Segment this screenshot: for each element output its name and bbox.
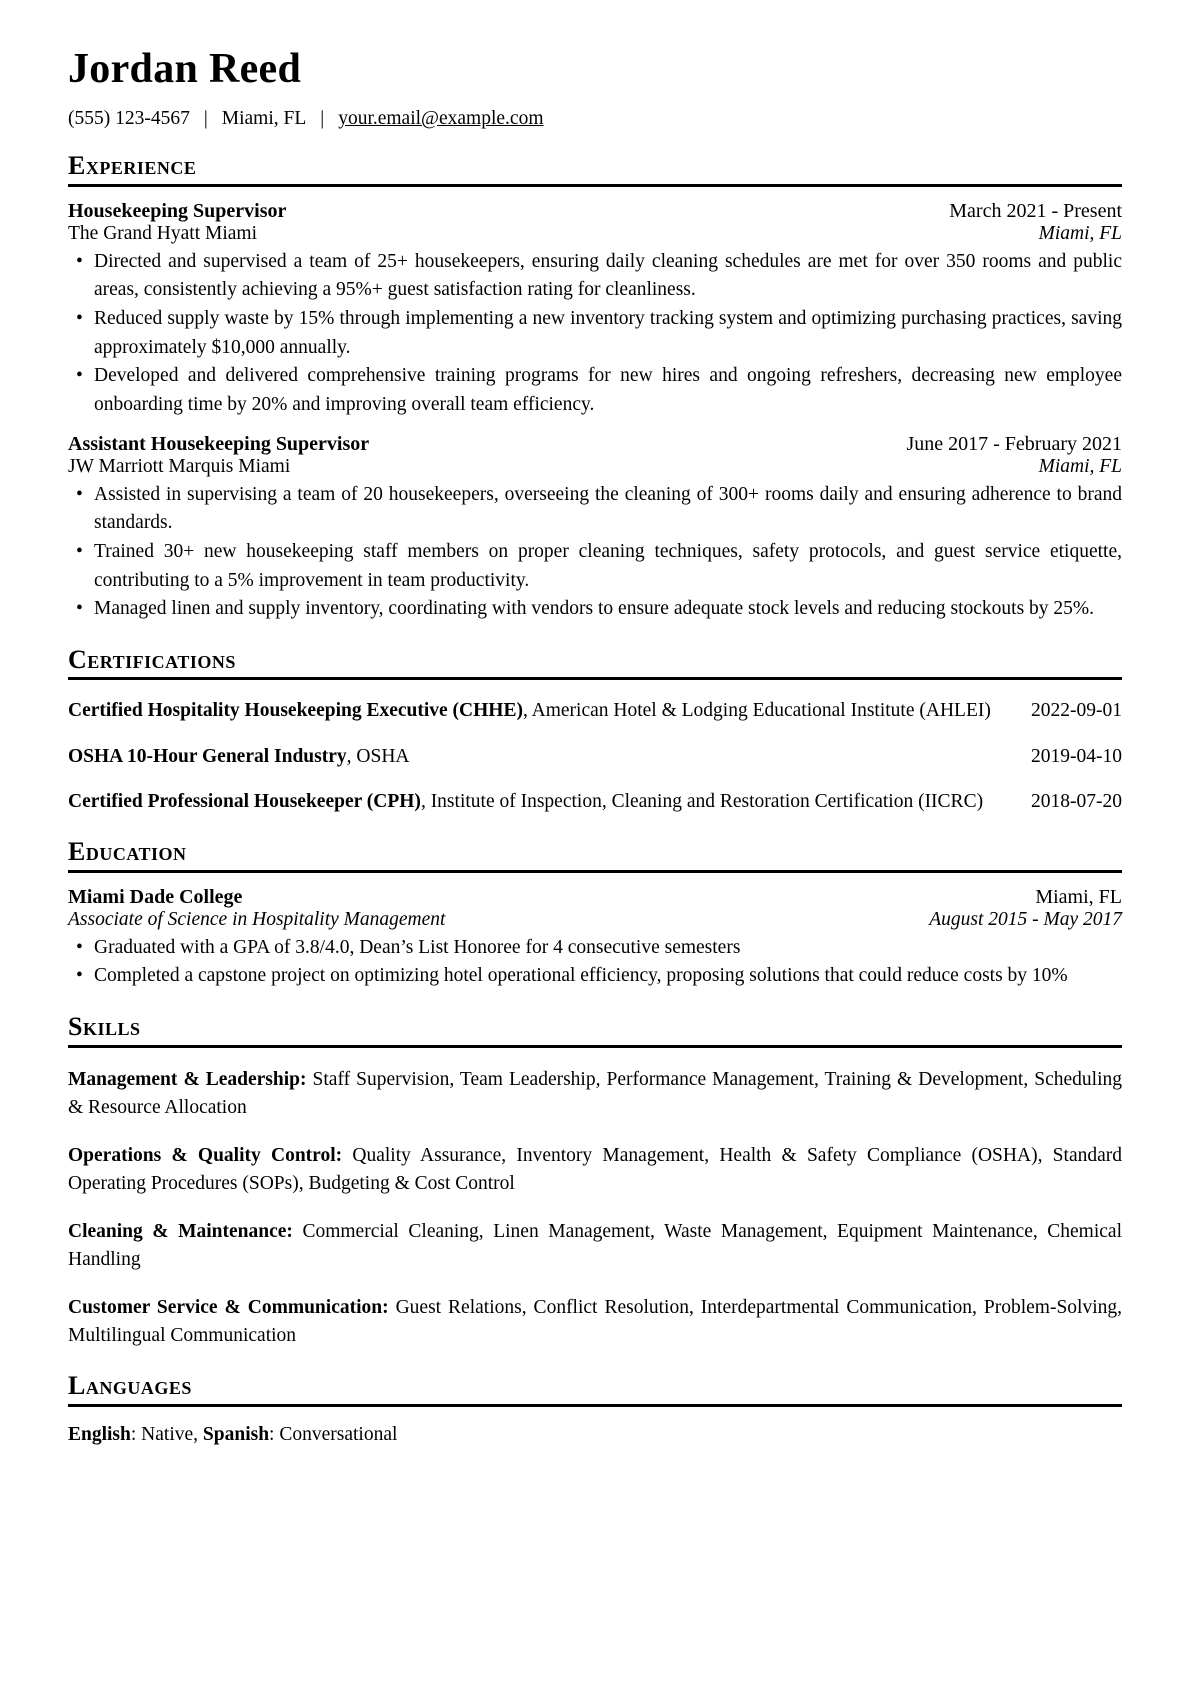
experience-bullet: • Directed and supervised a team of 25+ housekeepers, ensuring daily cleaning schedules are met for over 350 rooms and public areas, consistently achieving a 95%+ guest satisfaction rating for cleanliness.: [68, 248, 1122, 305]
skill-category-label: Customer Service & Communication:: [68, 1296, 389, 1318]
certification-issuer: , American Hotel & Lodging Educational Institute (AHLEI): [522, 700, 991, 722]
skill-group: [68, 1294, 1122, 1351]
section-heading-skills: Skills: [68, 1013, 1122, 1048]
education-bullet: • Graduated with a GPA of 3.8/4.0, Dean’s List Honoree for 4 consecutive semesters: [68, 934, 1122, 963]
language-name: English: [68, 1423, 131, 1445]
school-location: Miami, FL: [1035, 885, 1122, 908]
experience-bullet: • Managed linen and supply inventory, coordinating with vendors to ensure adequate stock levels and reducing stockouts by 25%.: [68, 595, 1122, 624]
experience-bullet: • Developed and delivered comprehensive training programs for new hires and ongoing refreshers, decreasing new employee onboarding time by 20% and improving overall team efficiency.: [68, 362, 1122, 419]
skill-items: Commercial Cleaning, Linen Management, Waste Management, Equipment Maintenance, Chemical Handling: [68, 1220, 1122, 1271]
contact-location: Miami, FL: [221, 108, 307, 129]
education-dates: August 2015 - May 2017: [929, 908, 1122, 930]
certification-name: Certified Hospitality Housekeeping Executive (CHHE): [68, 700, 523, 722]
contact-line: [68, 108, 1122, 130]
language-level: : Native,: [130, 1423, 203, 1445]
certification-issuer: , Institute of Inspection, Cleaning and Restoration Certification (IICRC): [420, 790, 984, 812]
certification-date: 2018-07-20: [1031, 790, 1122, 812]
certification-name: Certified Professional Housekeeper (CPH): [68, 790, 421, 812]
language-level: : Conversational: [269, 1423, 398, 1445]
skill-category-label: Operations & Quality Control:: [68, 1144, 343, 1166]
skill-items: Quality Assurance, Inventory Management, Health & Safety Compliance (OSHA), Standard Operating Procedures (SOPs), Budgeting & Cost Control: [68, 1144, 1122, 1194]
certification-name: OSHA 10-Hour General Industry: [68, 745, 347, 767]
section-heading-languages: Languages: [68, 1372, 1122, 1407]
certification-date: 2019-04-10: [1031, 745, 1122, 767]
skill-items: Guest Relations, Conflict Resolution, Interdepartmental Communication, Problem-Solving, Multilingual Communication: [68, 1296, 1123, 1347]
experience-bullet-list: [68, 481, 1122, 624]
education-entry: [68, 886, 1122, 991]
skill-group: [68, 1066, 1122, 1123]
certification-issuer: , OSHA: [346, 745, 410, 767]
job-dates: June 2017 - February 2021: [906, 432, 1122, 455]
skill-group: [68, 1142, 1122, 1199]
certification-date: 2022-09-01: [1031, 700, 1122, 722]
school-name: Miami Dade College: [68, 885, 243, 908]
section-experience: [68, 152, 1122, 624]
education-entry-header: [68, 886, 1122, 909]
skill-items: Staff Supervision, Team Leadership, Performance Management, Training & Development, Scheduling & Resource Allocation: [68, 1068, 1122, 1118]
experience-entry-header: [68, 433, 1122, 456]
phone-number: (555) 123-4567: [68, 108, 190, 129]
section-skills: [68, 1013, 1122, 1350]
section-education: [68, 838, 1122, 991]
contact-separator: |: [320, 108, 325, 129]
person-name: Jordan Reed: [68, 46, 302, 92]
certification-entry: [68, 697, 1122, 725]
language-name: Spanish: [202, 1423, 270, 1445]
section-certifications: [68, 646, 1122, 816]
certification-entry: [68, 788, 1122, 816]
experience-entry-subheader: [68, 456, 1122, 478]
job-dates: March 2021 - Present: [949, 199, 1122, 222]
job-title: Assistant Housekeeping Supervisor: [68, 432, 370, 455]
experience-entry: [68, 433, 1122, 624]
education-bullet-list: [68, 934, 1122, 991]
email-link[interactable]: your.email@example.com: [338, 108, 544, 129]
experience-bullet: • Reduced supply waste by 15% through implementing a new inventory tracking system and optimizing purchasing practices, saving approximately $10,000 annually.: [68, 305, 1122, 362]
experience-bullet: • Assisted in supervising a team of 20 housekeepers, overseeing the cleaning of 300+ rooms daily and ensuring adherence to brand standards.: [68, 481, 1122, 538]
degree-name: Associate of Science in Hospitality Management: [68, 908, 446, 930]
experience-bullet-list: [68, 248, 1122, 420]
job-location: Miami, FL: [1038, 222, 1122, 244]
experience-entry-subheader: [68, 223, 1122, 245]
skill-category-label: Management & Leadership:: [68, 1068, 307, 1090]
section-heading-education: Education: [68, 838, 1122, 873]
languages-line: [68, 1424, 1122, 1446]
education-entry-subheader: [68, 909, 1122, 931]
contact-separator: |: [203, 108, 208, 129]
education-bullet: • Completed a capstone project on optimizing hotel operational efficiency, proposing solutions that could reduce costs by 10%: [68, 962, 1122, 991]
section-languages: [68, 1372, 1122, 1446]
certification-entry: [68, 743, 1122, 771]
company-name: JW Marriott Marquis Miami: [68, 455, 291, 477]
skill-category-label: Cleaning & Maintenance:: [68, 1220, 293, 1242]
experience-entry: [68, 200, 1122, 420]
skill-group: [68, 1218, 1122, 1275]
job-location: Miami, FL: [1038, 455, 1122, 477]
section-heading-certifications: Certifications: [68, 646, 1122, 681]
experience-bullet: • Trained 30+ new housekeeping staff members on proper cleaning techniques, safety protocols, and guest service etiquette, contributing to a 5% improvement in team productivity.: [68, 538, 1122, 595]
experience-entry-header: [68, 200, 1122, 223]
section-heading-experience: Experience: [68, 152, 1122, 187]
job-title: Housekeeping Supervisor: [68, 199, 287, 222]
company-name: The Grand Hyatt Miami: [68, 222, 257, 244]
